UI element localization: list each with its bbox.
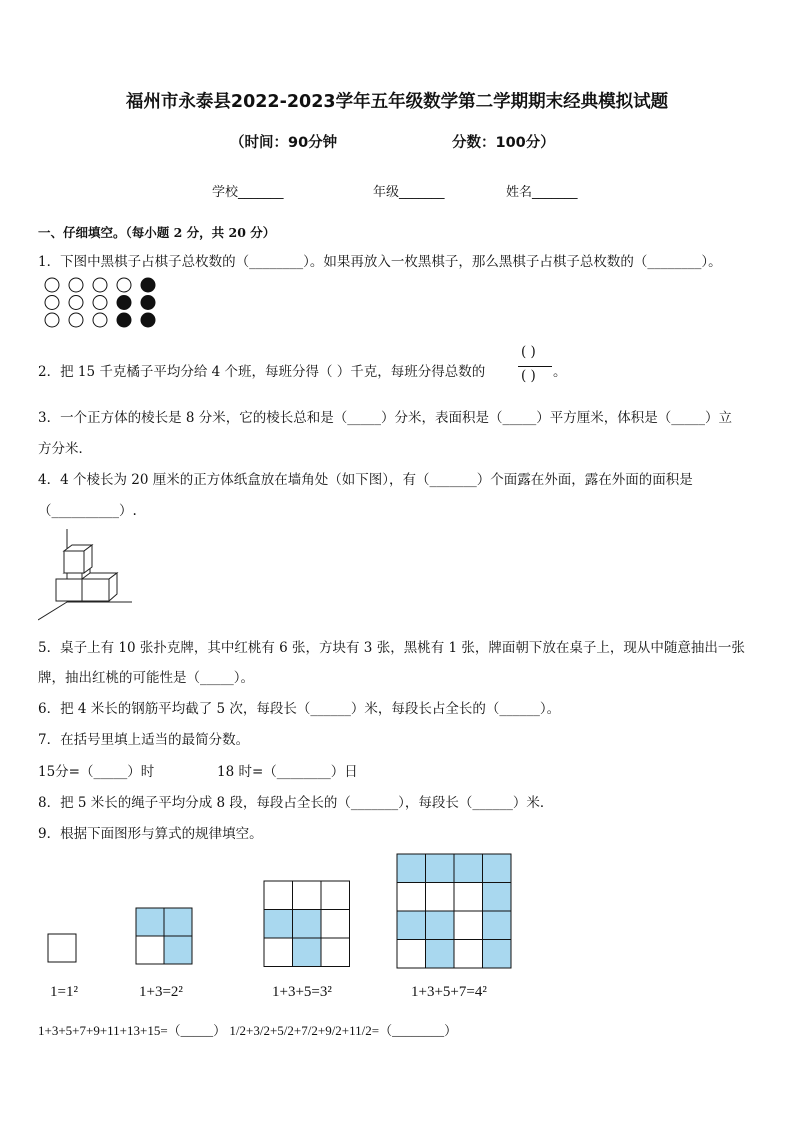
grid-cell — [293, 881, 322, 910]
white-piece — [69, 296, 83, 310]
chess-pieces-group — [45, 278, 155, 327]
question-7-b: 18 时=（________）日 — [217, 764, 358, 780]
grid-cell — [483, 940, 512, 969]
exam-score: 分数：100分） — [452, 135, 555, 151]
section-heading: 一、仔细填空。（每小题 2 分，共 20 分） — [38, 225, 276, 240]
question-5-line-1: 5．桌子上有 10 张扑克牌，其中红桃有 6 张，方块有 3 张，黑桃有 1 张，牌面朝下放在桌子上，现从中随意抽出一张 — [38, 640, 745, 656]
grid-cell — [264, 910, 293, 939]
cube-2-front — [82, 579, 109, 601]
white-piece — [93, 313, 107, 327]
grid-cell — [454, 854, 483, 883]
caption-1: 1=1² — [50, 984, 78, 1000]
grid-cell — [264, 938, 293, 967]
black-piece — [117, 313, 131, 327]
question-3-line-2: 方分米． — [38, 441, 92, 457]
grid-cell — [397, 883, 426, 912]
grid-cell — [454, 940, 483, 969]
caption-3: 1+3+5=3² — [272, 984, 332, 1000]
chess-pieces-figure — [40, 275, 160, 331]
grid-cell — [397, 940, 426, 969]
black-piece — [141, 296, 155, 310]
square-pattern-figure — [0, 850, 794, 970]
grid-cell — [164, 908, 192, 936]
grid-cell — [321, 938, 350, 967]
grid-cell — [454, 911, 483, 940]
cube-3-front — [64, 551, 84, 573]
grid-cell — [136, 936, 164, 964]
grid-cell — [426, 911, 455, 940]
grid-cell — [426, 940, 455, 969]
grid-cell — [136, 908, 164, 936]
question-6: 6．把 4 米长的钢筋平均截了 5 次，每段长（______）米，每段长占全长的（______）。 — [38, 701, 561, 717]
exam-time: （时间：90分钟 — [230, 135, 338, 151]
grid-cell — [397, 854, 426, 883]
grid-cell — [426, 854, 455, 883]
question-7-a: 15分=（_____）时 — [38, 764, 155, 780]
grid-4x4 — [397, 854, 511, 968]
white-piece — [117, 278, 131, 292]
question-8: 8．把 5 米长的绳子平均分成 8 段，每段占全长的（_______），每段长（______）米． — [38, 795, 554, 811]
white-piece — [69, 278, 83, 292]
question-9: 9．根据下面图形与算式的规律填空。 — [38, 826, 263, 842]
floor-left-line — [38, 602, 67, 620]
grid-cell — [321, 910, 350, 939]
grid-cell — [397, 911, 426, 940]
question-2-end: 。 — [553, 364, 567, 380]
cube-1-front-overlay — [56, 579, 82, 601]
corner-cubes-figure — [38, 527, 138, 622]
grid-cell — [483, 911, 512, 940]
white-piece — [45, 278, 59, 292]
black-piece — [141, 278, 155, 292]
grid-cell — [164, 936, 192, 964]
caption-2: 1+3=2² — [139, 984, 183, 1000]
fraction-bar — [518, 366, 552, 367]
question-4-line-1: 4．4 个棱长为 20 厘米的正方体纸盒放在墙角处（如下图），有（_______）个面露在外面，露在外面的面积是 — [38, 472, 693, 488]
grid-cell — [426, 883, 455, 912]
white-piece — [93, 278, 107, 292]
grade-field: 年级_______ — [373, 185, 445, 200]
blank-fraction — [518, 344, 552, 390]
question-1: 1．下图中黑棋子占棋子总枚数的（________）。如果再放入一枚黑棋子，那么黑棋子占棋子总枚数的（________）。 — [38, 254, 722, 270]
question-3-line-1: 3．一个正方体的棱长是 8 分米，它的棱长总和是（_____）分米，表面积是（_____）平方厘米，体积是（_____）立 — [38, 410, 733, 426]
school-field: 学校_______ — [212, 185, 284, 200]
white-piece — [69, 313, 83, 327]
page-title: 福州市永泰县2022-2023学年五年级数学第二学期期末经典模拟试题 — [125, 92, 669, 112]
question-7: 7．在括号里填上适当的最简分数。 — [38, 732, 250, 748]
grid-cell — [321, 881, 350, 910]
caption-4: 1+3+5+7=4² — [411, 984, 487, 1000]
grid-cell — [293, 938, 322, 967]
grid-cell — [293, 910, 322, 939]
grid-cell — [264, 881, 293, 910]
grid-3x3 — [264, 881, 350, 967]
grid-cell — [483, 883, 512, 912]
white-piece — [45, 296, 59, 310]
grid-cell — [454, 883, 483, 912]
black-piece — [117, 296, 131, 310]
question-9-fill: 1+3+5+7+9+11+13+15=（_____） 1/2+3/2+5/2+7/2+9/2+11/2=（________） — [38, 1023, 458, 1038]
name-field: 姓名_______ — [506, 185, 578, 200]
grid-1x1 — [48, 934, 76, 962]
grid-2x2 — [136, 908, 192, 964]
grid-cell — [48, 934, 76, 962]
white-piece — [93, 296, 107, 310]
grid-cell — [483, 854, 512, 883]
fraction-numerator: ( ) — [521, 344, 536, 360]
question-5-line-2: 牌，抽出红桃的可能性是（_____）。 — [38, 670, 254, 686]
fraction-denominator: ( ) — [521, 368, 536, 384]
question-4-line-2: （__________）. — [38, 503, 137, 519]
black-piece — [141, 313, 155, 327]
question-2: 2．把 15 千克橘子平均分给 4 个班，每班分得（ ）千克，每班分得总数的 — [38, 364, 486, 380]
white-piece — [45, 313, 59, 327]
